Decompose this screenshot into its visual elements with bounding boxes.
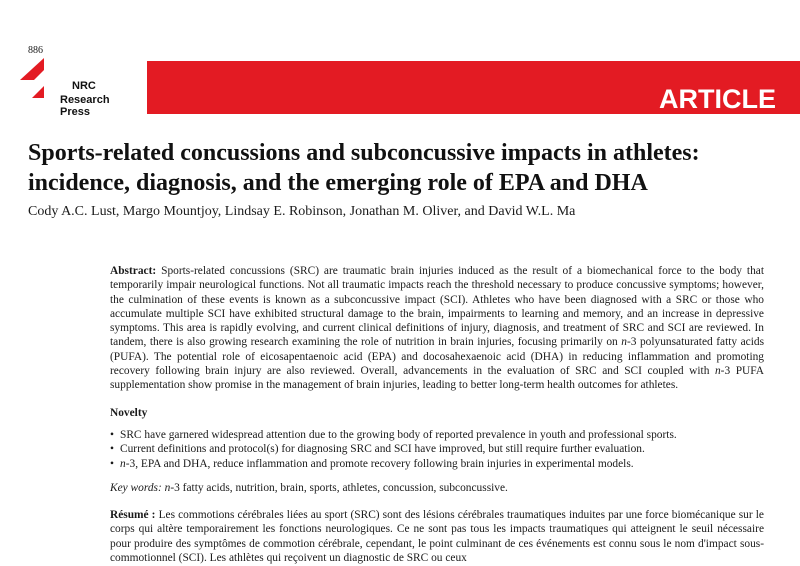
omega-n-label: n [621, 336, 627, 349]
abstract-paragraph [110, 264, 764, 393]
novelty-heading: Novelty [110, 406, 148, 419]
article-title-line1: Sports-related concussions and subconcussive impacts in athletes: [28, 140, 700, 166]
resume-text: Les commotions cérébrales liées au sport (SRC) sont des lésions cérébrales traumatiques induites par une force biomécanique sur le corps qui altère temporairement les fonctions neurologiques. Ce ne sont pas tous les impacts traumatiques qui atteignent le seuil nécessaire pour produire des symptômes de commotion cérébrale, cependant, le point culminant de ces événements est connu sous le nom d'impact sous-commotionnel (SCI). Les athlètes qui reçoivent un diagnostic de SRC ou ceux [110, 509, 764, 565]
novelty-item-text: -3, EPA and DHA, reduce inflammation and promote recovery following brain injuries in experimental models. [125, 457, 634, 470]
abstract-text-part2: -3 polyunsaturated fatty acids (PUFA). The potential role of eicosapentaenoic acid (EPA) and docosahexaenoic acid (DHA) in reducing inflammation and promoting recovery following brain injury are also reviewed. Overall, advancements in the evaluation of SRC and SCI coupled with [110, 336, 764, 378]
keywords-text: -3 fatty acids, nutrition, brain, sports, athletes, concussion, subconcussive. [170, 481, 508, 494]
novelty-item: • Current definitions and protocol(s) for diagnosing SRC and SCI have improved, but still require further evaluation. [110, 442, 764, 456]
omega-n-label: n [120, 457, 126, 470]
publisher-name-line1: NRC [72, 80, 96, 92]
resume-paragraph [110, 508, 764, 565]
abstract-label: Abstract: [110, 265, 157, 277]
page-number: 886 [28, 45, 43, 56]
publisher-name-line2: Research Press [60, 94, 110, 118]
article-title-line2: incidence, diagnosis, and the emerging role of EPA and DHA [28, 170, 648, 196]
nrc-maple-leaf-logo-icon [20, 58, 68, 98]
abstract-text-part1: Sports-related concussions (SRC) are traumatic brain injuries induced as the result of a biomechanical force to the body that temporarily impair neurological functions. Not all traumatic impacts reach the threshold necessary to produce concussive symptoms; however, the culmination of these events is known as a subconcussive impact (SCI). Athletes who have been diagnosed with a SRC or those who accumulate multiple SCI have exhibited structural damage to the brain, impairments to learning and memory, and an increase in depressive symptoms. This area is rapidly evolving, and current clinical definitions of injury, diagnosis, and treatment of SRC and SCI are reviewed. In tandem, there is also growing research examining the role of nutrition in brain injuries, focusing primarily on [110, 265, 764, 349]
keywords-label: Key words: [110, 481, 162, 494]
resume-label: Résumé : [110, 509, 156, 522]
author-list: Cody A.C. Lust, Margo Mountjoy, Lindsay E. Robinson, Jonathan M. Oliver, and David W.L. Ma [28, 204, 576, 219]
novelty-item: • SRC have garnered widespread attention due to the growing body of reported prevalence in youth and professional sports. [110, 428, 764, 442]
nrc-research-press-logo [20, 58, 140, 116]
article-title [28, 138, 788, 198]
abstract-section [110, 264, 764, 565]
abstract-text-part3: -3 PUFA supplementation show promise in the management of brain injuries, leading to better long-term health outcomes for athletes. [110, 365, 764, 392]
novelty-list [110, 428, 764, 471]
omega-n-label: n [164, 481, 171, 494]
keywords-line [110, 481, 764, 495]
article-type-banner: ARTICLE [147, 61, 800, 114]
omega-n-label: n [714, 365, 721, 378]
novelty-item [110, 457, 764, 471]
